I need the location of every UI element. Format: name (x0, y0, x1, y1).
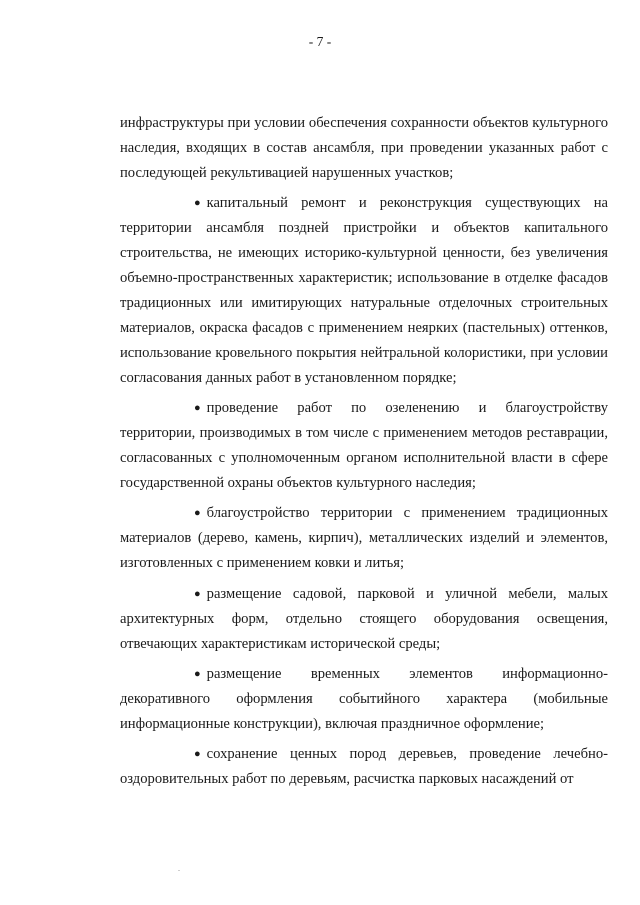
bullet-paragraph (120, 662, 608, 737)
bullet-paragraph (120, 501, 608, 576)
scan-artifact (178, 870, 180, 871)
paragraph-text: сохранение ценных пород деревьев, проведение лечебно-оздоровительных работ по деревьям, расчистка парковых насаждений от (120, 746, 608, 788)
paragraph-continuation (120, 111, 608, 186)
bullet-icon: ● (194, 197, 201, 210)
paragraph-text: благоустройство территории с применением традиционных материалов (дерево, камень, кирпич), металлических изделий и элементов, изготовленных с применением ковки и литья; (120, 505, 608, 572)
paragraph-text: капитальный ремонт и реконструкция существующих на территории ансамбля поздней пристройки и объектов капитального строительства, не имеющих историко-культурной ценности, без увеличения объемно-пространственных характеристик; использование в отделке фасадов традиционных или имитирующих натуральные отделочных строительных материалов, окраска фасадов с применением неярких (пастельных) оттенков, использование кровельного покрытия нейтральной колористики, при условии согласования данных работ в установленном порядке; (120, 195, 608, 386)
bullet-paragraph (120, 582, 608, 657)
bullet-icon: ● (194, 402, 201, 415)
bullet-paragraph (120, 191, 608, 390)
paragraph-text: размещение садовой, парковой и уличной мебели, малых архитектурных форм, отдельно стоящего оборудования освещения, отвечающих характеристикам исторической среды; (120, 585, 608, 652)
bullet-icon: ● (194, 587, 201, 600)
bullet-icon: ● (194, 507, 201, 520)
paragraph-text: инфраструктуры при условии обеспечения сохранности объектов культурного наследия, входящих в состав ансамбля, при проведении указанных работ с последующей рекультивацией нарушенных участков; (120, 115, 608, 181)
bullet-paragraph (120, 742, 608, 792)
page-number: - 7 - (308, 34, 332, 49)
document-body (120, 111, 608, 798)
bullet-icon: ● (194, 668, 201, 680)
bullet-paragraph (120, 396, 608, 496)
bullet-icon: ● (194, 748, 201, 761)
paragraph-text: проведение работ по озеленению и благоустройству территории, производимых в том числе с применением методов реставрации, согласованных с уполномоченным органом исполнительной власти в сфере государственной охраны объектов культурного наследия; (120, 400, 608, 491)
paragraph-text: размещение временных элементов информационно-декоративного оформления событийного характера (мобильные информационные конструкции), включая праздничное оформление; (120, 666, 608, 732)
